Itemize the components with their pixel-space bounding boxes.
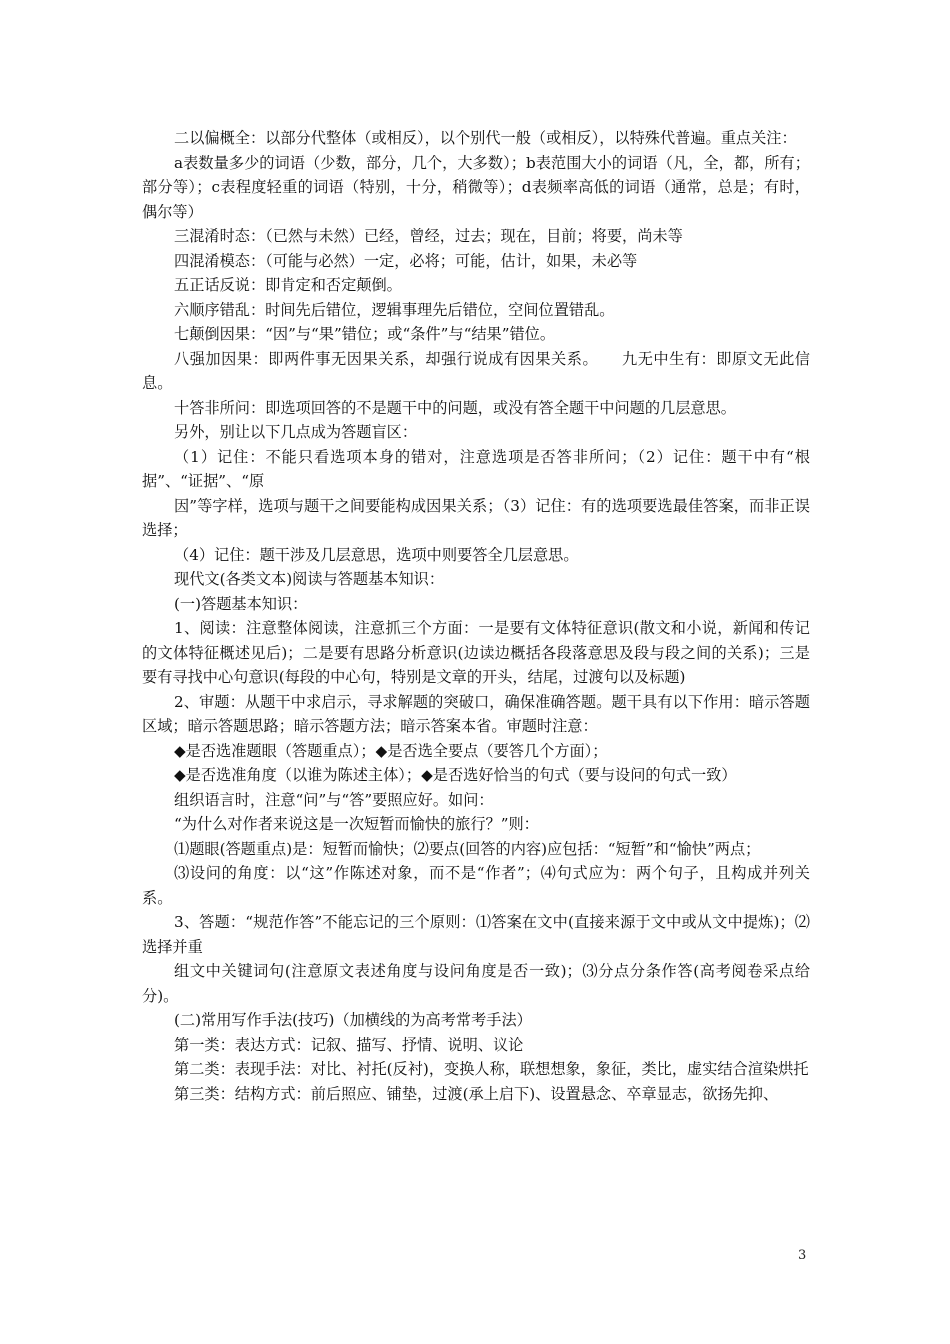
paragraph: 八强加因果：即两件事无因果关系，却强行说成有因果关系。 九无中生有：即原文无此信息。 bbox=[142, 349, 810, 392]
paragraph: 因”等字样，选项与题干之间要能构成因果关系；（3）记住：有的选项要选最佳答案，而非正误选择； bbox=[142, 496, 810, 539]
paragraph: 十答非所问：即选项回答的不是题干中的问题，或没有答全题干中问题的几层意思。 bbox=[174, 398, 736, 417]
paragraph: ⑴题眼(答题重点)是：短暂而愉快；⑵要点(回答的内容)应包括：“短暂”和“愉快”两点； bbox=[174, 839, 761, 858]
paragraph: 第三类：结构方式：前后照应、铺垫，过渡(承上启下)、设置悬念、卒章显志，欲扬先抑、 bbox=[174, 1084, 779, 1103]
paragraph: a表数量多少的词语（少数，部分，几个，大多数）；b表范围大小的词语（凡，全，都，所有；部分等）；c表程度轻重的词语（特别，十分，稍微等）；d表频率高低的词语（通常，总是；有时，偶尔等） bbox=[142, 153, 810, 221]
paragraph: 第二类：表现手法：对比、衬托(反衬)，变换人称，联想想象，象征，类比，虚实结合渲染烘托 bbox=[174, 1060, 809, 1078]
paragraph: 1、阅读：注意整体阅读，注意抓三个方面：一是要有文体特征意识(散文和小说，新闻和传记的文体特征概述见后)；二是要有思路分析意识(边读边概括各段落意思及段与段之间的关系)；三是要有寻找中心句意识(每段的中心句，特别是文章的开头，结尾，过渡句以及标题) bbox=[142, 619, 810, 686]
paragraph: 三混淆时态：（已然与未然）已经，曾经，过去；现在，目前；将要，尚未等 bbox=[174, 227, 683, 245]
paragraph: （4）记住：题干涉及几层意思，选项中则要答全几层意思。 bbox=[174, 545, 579, 564]
paragraph: 3、答题：“规范作答”不能忘记的三个原则：⑴答案在文中(直接来源于文中或从文中提炼)；⑵选择并重 bbox=[142, 913, 810, 956]
paragraph: ⑶设问的角度：以“这”作陈述对象，而不是“作者”；⑷句式应为：两个句子，且构成并列关系。 bbox=[142, 864, 810, 907]
paragraph: 组文中关键词句(注意原文表述角度与设问角度是否一致)；⑶分点分条作答(高考阅卷采点给分)。 bbox=[142, 962, 810, 1005]
paragraph: 另外，别让以下几点成为答题盲区： bbox=[174, 423, 417, 441]
paragraph: “为什么对作者来说这是一次短暂而愉快的旅行？”则： bbox=[174, 815, 539, 833]
paragraph: 二以偏概全：以部分代整体（或相反），以个别代一般（或相反），以特殊代普遍。重点关注： bbox=[174, 129, 797, 147]
body-text bbox=[142, 126, 810, 1106]
paragraph: ◆是否选准角度（以谁为陈述主体）；◆是否选好恰当的句式（要与设问的句式一致） bbox=[174, 766, 737, 784]
paragraph: 现代文(各类文本)阅读与答题基本知识： bbox=[174, 570, 445, 588]
page-number: 3 bbox=[798, 1248, 807, 1263]
paragraph: 七颠倒因果：“因”与“果”错位；或“条件”与“结果”错位。 bbox=[174, 325, 556, 343]
paragraph: ◆是否选准题眼（答题重点）；◆是否选全要点（要答几个方面）； bbox=[174, 741, 608, 760]
paragraph: (一)答题基本知识： bbox=[174, 594, 308, 613]
paragraph: （1）记住：不能只看选项本身的错对，注意选项是否答非所问；（2）记住：题干中有“根据”、“证据”、“原 bbox=[142, 447, 810, 490]
paragraph: 第一类：表达方式：记叙、描写、抒情、说明、议论 bbox=[174, 1035, 524, 1054]
paragraph: (二)常用写作手法(技巧)（加横线的为高考常考手法） bbox=[174, 1011, 532, 1029]
paragraph: 六顺序错乱：时间先后错位，逻辑事理先后错位，空间位置错乱。 bbox=[174, 300, 615, 319]
paragraph: 2、审题：从题干中求启示，寻求解题的突破口，确保准确答题。题干具有以下作用：暗示答题区域；暗示答题思路；暗示答题方法；暗示答案本省。审题时注意： bbox=[142, 692, 810, 735]
paragraph: 五正话反说：即肯定和否定颠倒。 bbox=[174, 276, 402, 294]
paragraph: 组织语言时，注意“问”与“答”要照应好。如问： bbox=[174, 790, 494, 809]
paragraph: 四混淆模态：（可能与必然）一定，必将；可能，估计，如果，未必等 bbox=[174, 251, 638, 270]
